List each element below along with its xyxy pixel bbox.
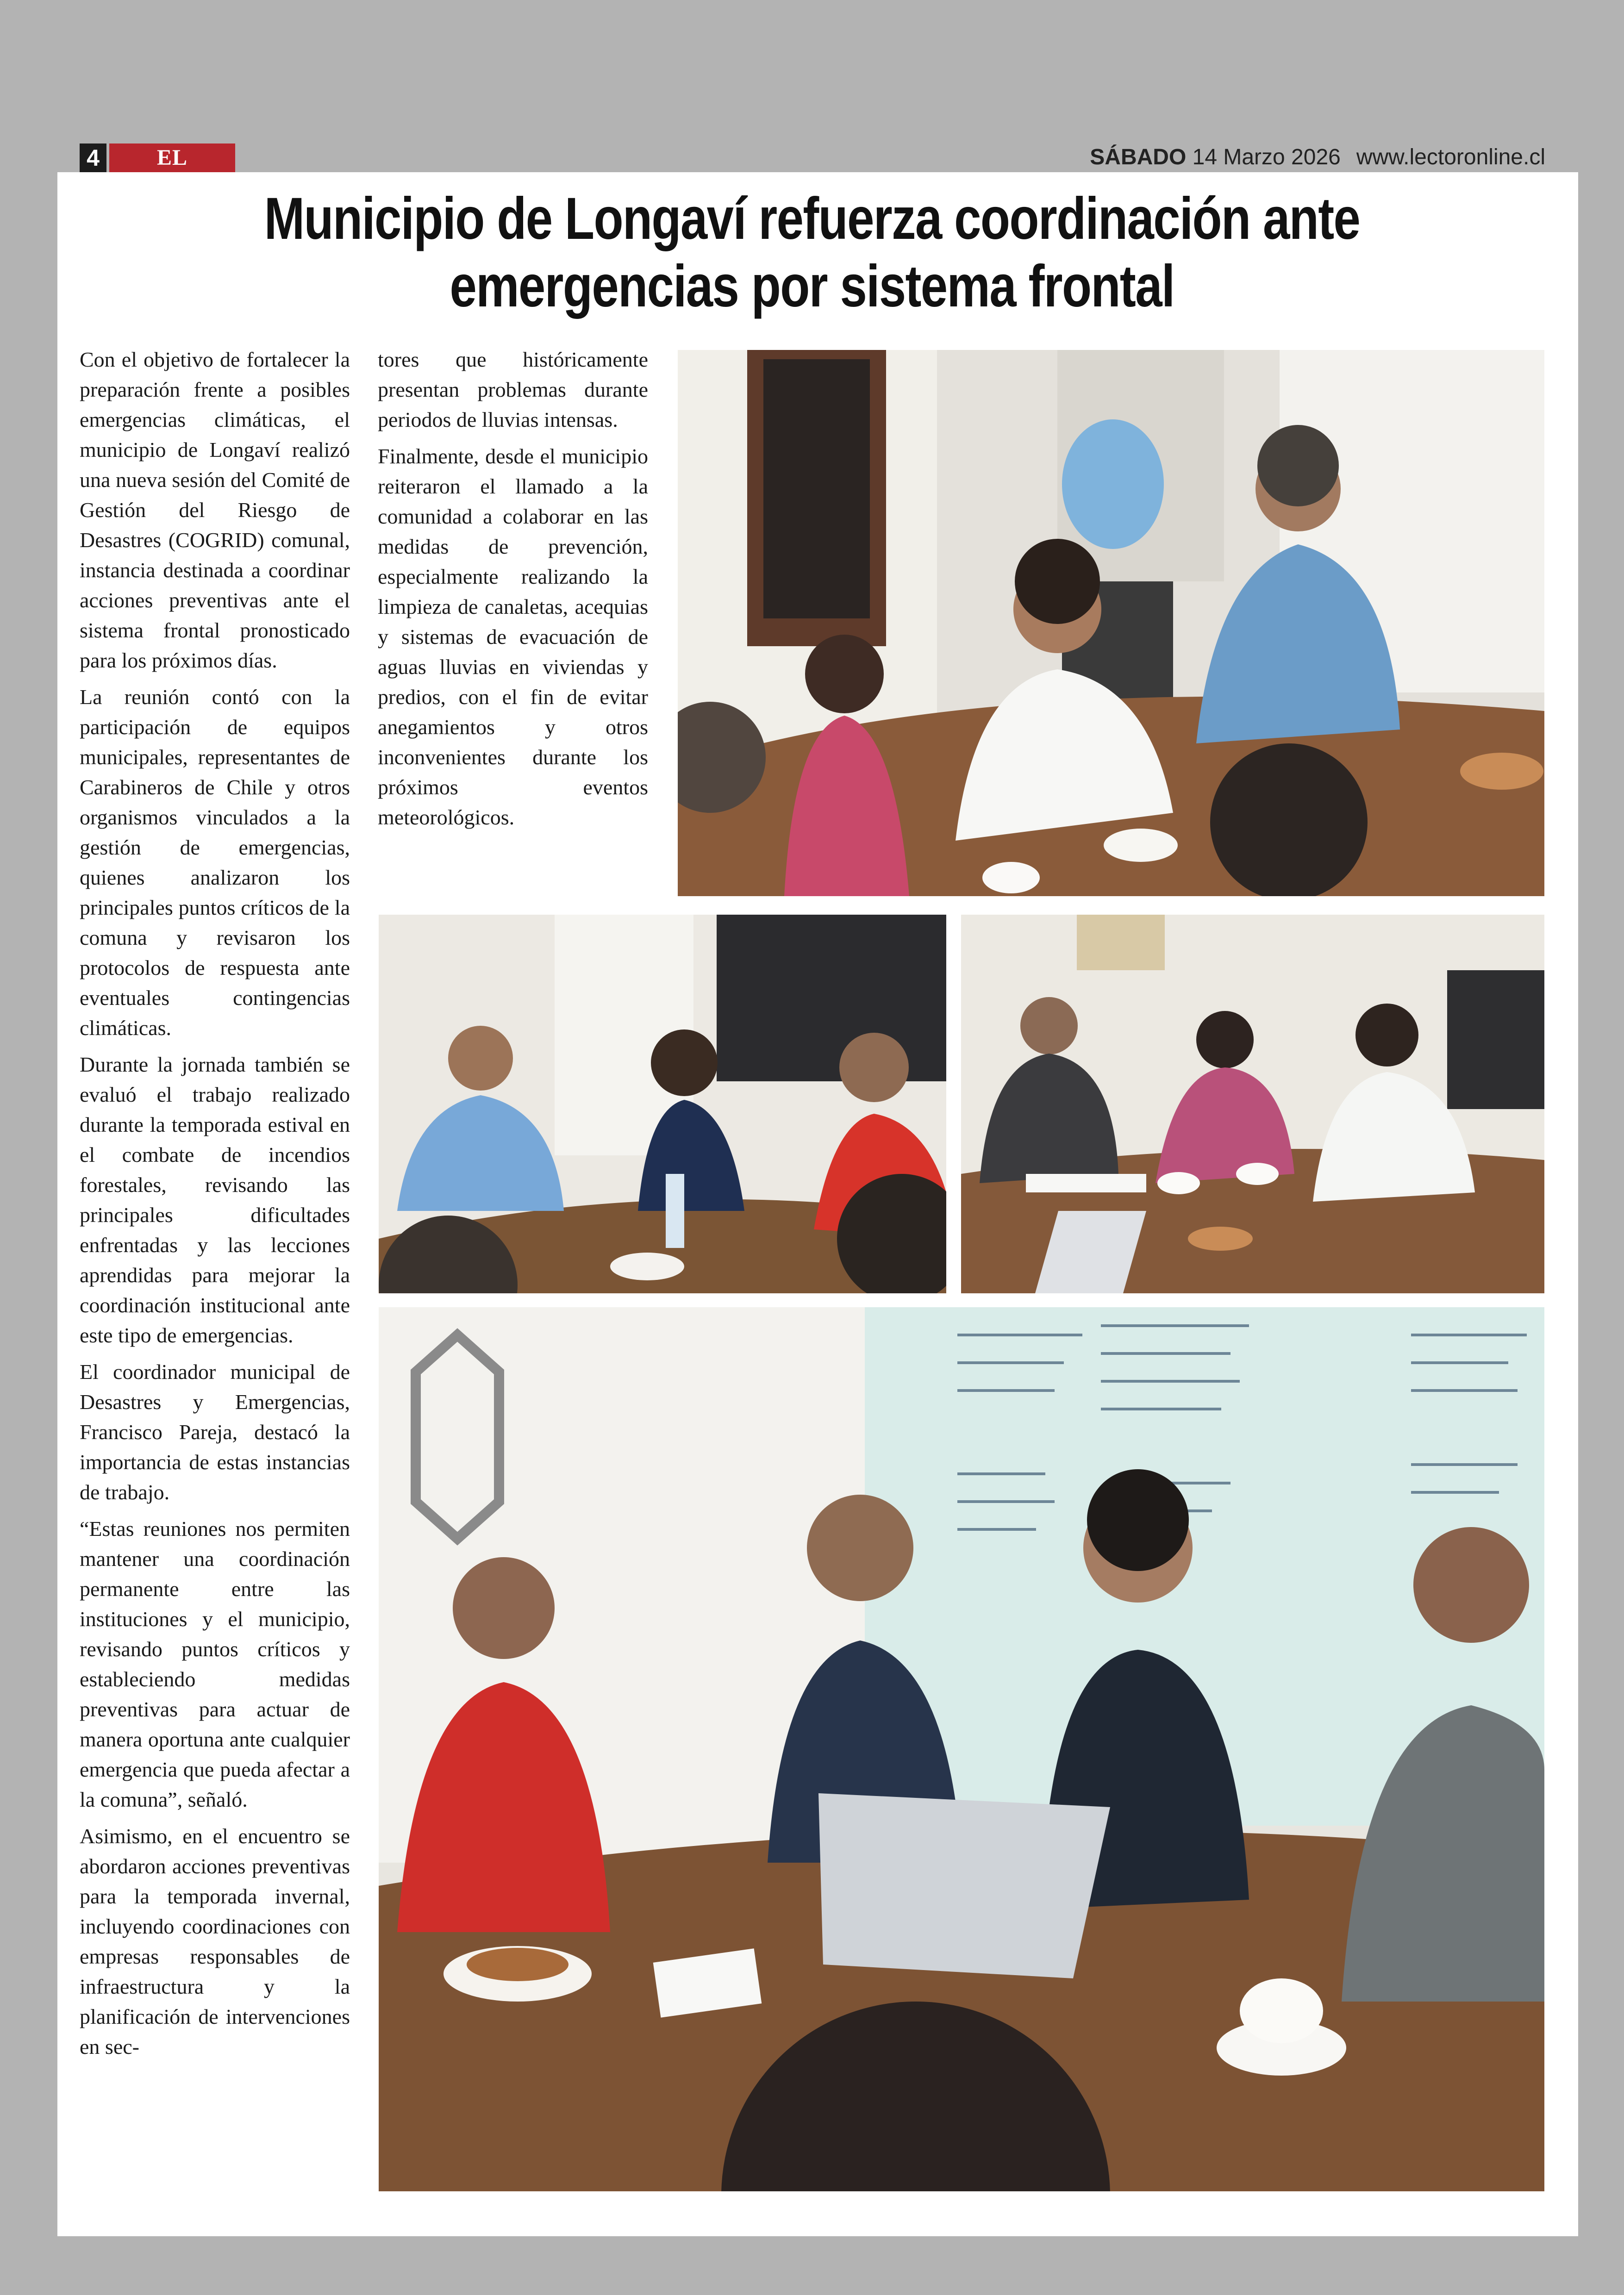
paragraph: La reunión contó con la participación de equipos municipales, representantes de Carabineros de Chile y otros organismos vinculados a la gestión de emergencias, quienes analizaron los principales puntos críticos de la comuna y revisaron los protocolos de respuesta ante eventuales contingencias climáticas. <box>80 685 350 1040</box>
paragraph: Durante la jornada también se evaluó el trabajo realizado durante la temporada estival en el combate de incendios forestales, revisando las principales dificultades enfrentadas y las lecciones aprendidas para mejorar la coordinación institucional ante este tipo de emergencias. <box>80 1053 350 1347</box>
issue-day: SÁBADO <box>1090 145 1187 169</box>
masthead-logo: EL <box>109 143 235 172</box>
paragraph: Finalmente, desde el municipio reiteraron el llamado a la comunidad a colaborar en las medidas de prevención, especialmente realizando la limpieza de canaletas, acequias y sistemas de evacuación de aguas lluvias en viviendas y predios, con el fin de evitar anegamientos y otros inconvenientes durante los próximos eventos meteorológicos. <box>378 444 648 829</box>
paragraph: Con el objetivo de fortalecer la preparación frente a posibles emergencias climáticas, el municipio de Longaví realizó una nueva sesión del Comité de Gestión del Riesgo de Desastres (COGRID) comunal, instancia destinada a coordinar acciones preventivas ante el sistema frontal pronosticado para los próximos días. <box>80 348 350 672</box>
meeting-photo-2 <box>379 915 946 1293</box>
headline-line-2: emergencias por sistema frontal <box>450 253 1174 319</box>
issue-date: 14 Marzo 2026 <box>1192 145 1341 169</box>
paragraph: El coordinador municipal de Desastres y Emergencias, Francisco Pareja, destacó la importancia de estas instancias de trabajo. <box>80 1360 350 1504</box>
meeting-photo-3 <box>961 915 1544 1293</box>
paragraph: “Estas reuniones nos permiten mantener una coordinación permanente entre las instituciones y el municipio, revisando puntos críticos y estableciendo medidas preventivas para actuar de manera oportuna ante cualquier emergencia que pueda afectar a la comuna”, señaló. <box>80 1517 350 1811</box>
article-column-2 <box>378 344 648 900</box>
page-number: 4 <box>80 143 106 172</box>
headline-line-1: Municipio de Longaví refuerza coordinación ante <box>264 186 1360 252</box>
paragraph: tores que históricamente presentan problemas durante periodos de lluvias intensas. <box>378 348 648 431</box>
article-column-1 <box>80 344 350 2191</box>
issue-info <box>1090 143 1545 172</box>
meeting-photo-1 <box>678 350 1544 896</box>
website-link[interactable]: www.lectoronline.cl <box>1356 145 1545 169</box>
meeting-photo-4 <box>379 1307 1544 2191</box>
article-headline <box>222 185 1402 320</box>
paragraph: Asimismo, en el encuentro se abordaron acciones preventivas para la temporada invernal, incluyendo coordinaciones con empresas responsables de infraestructura y la planificación de intervenciones en sec- <box>80 1824 350 2058</box>
